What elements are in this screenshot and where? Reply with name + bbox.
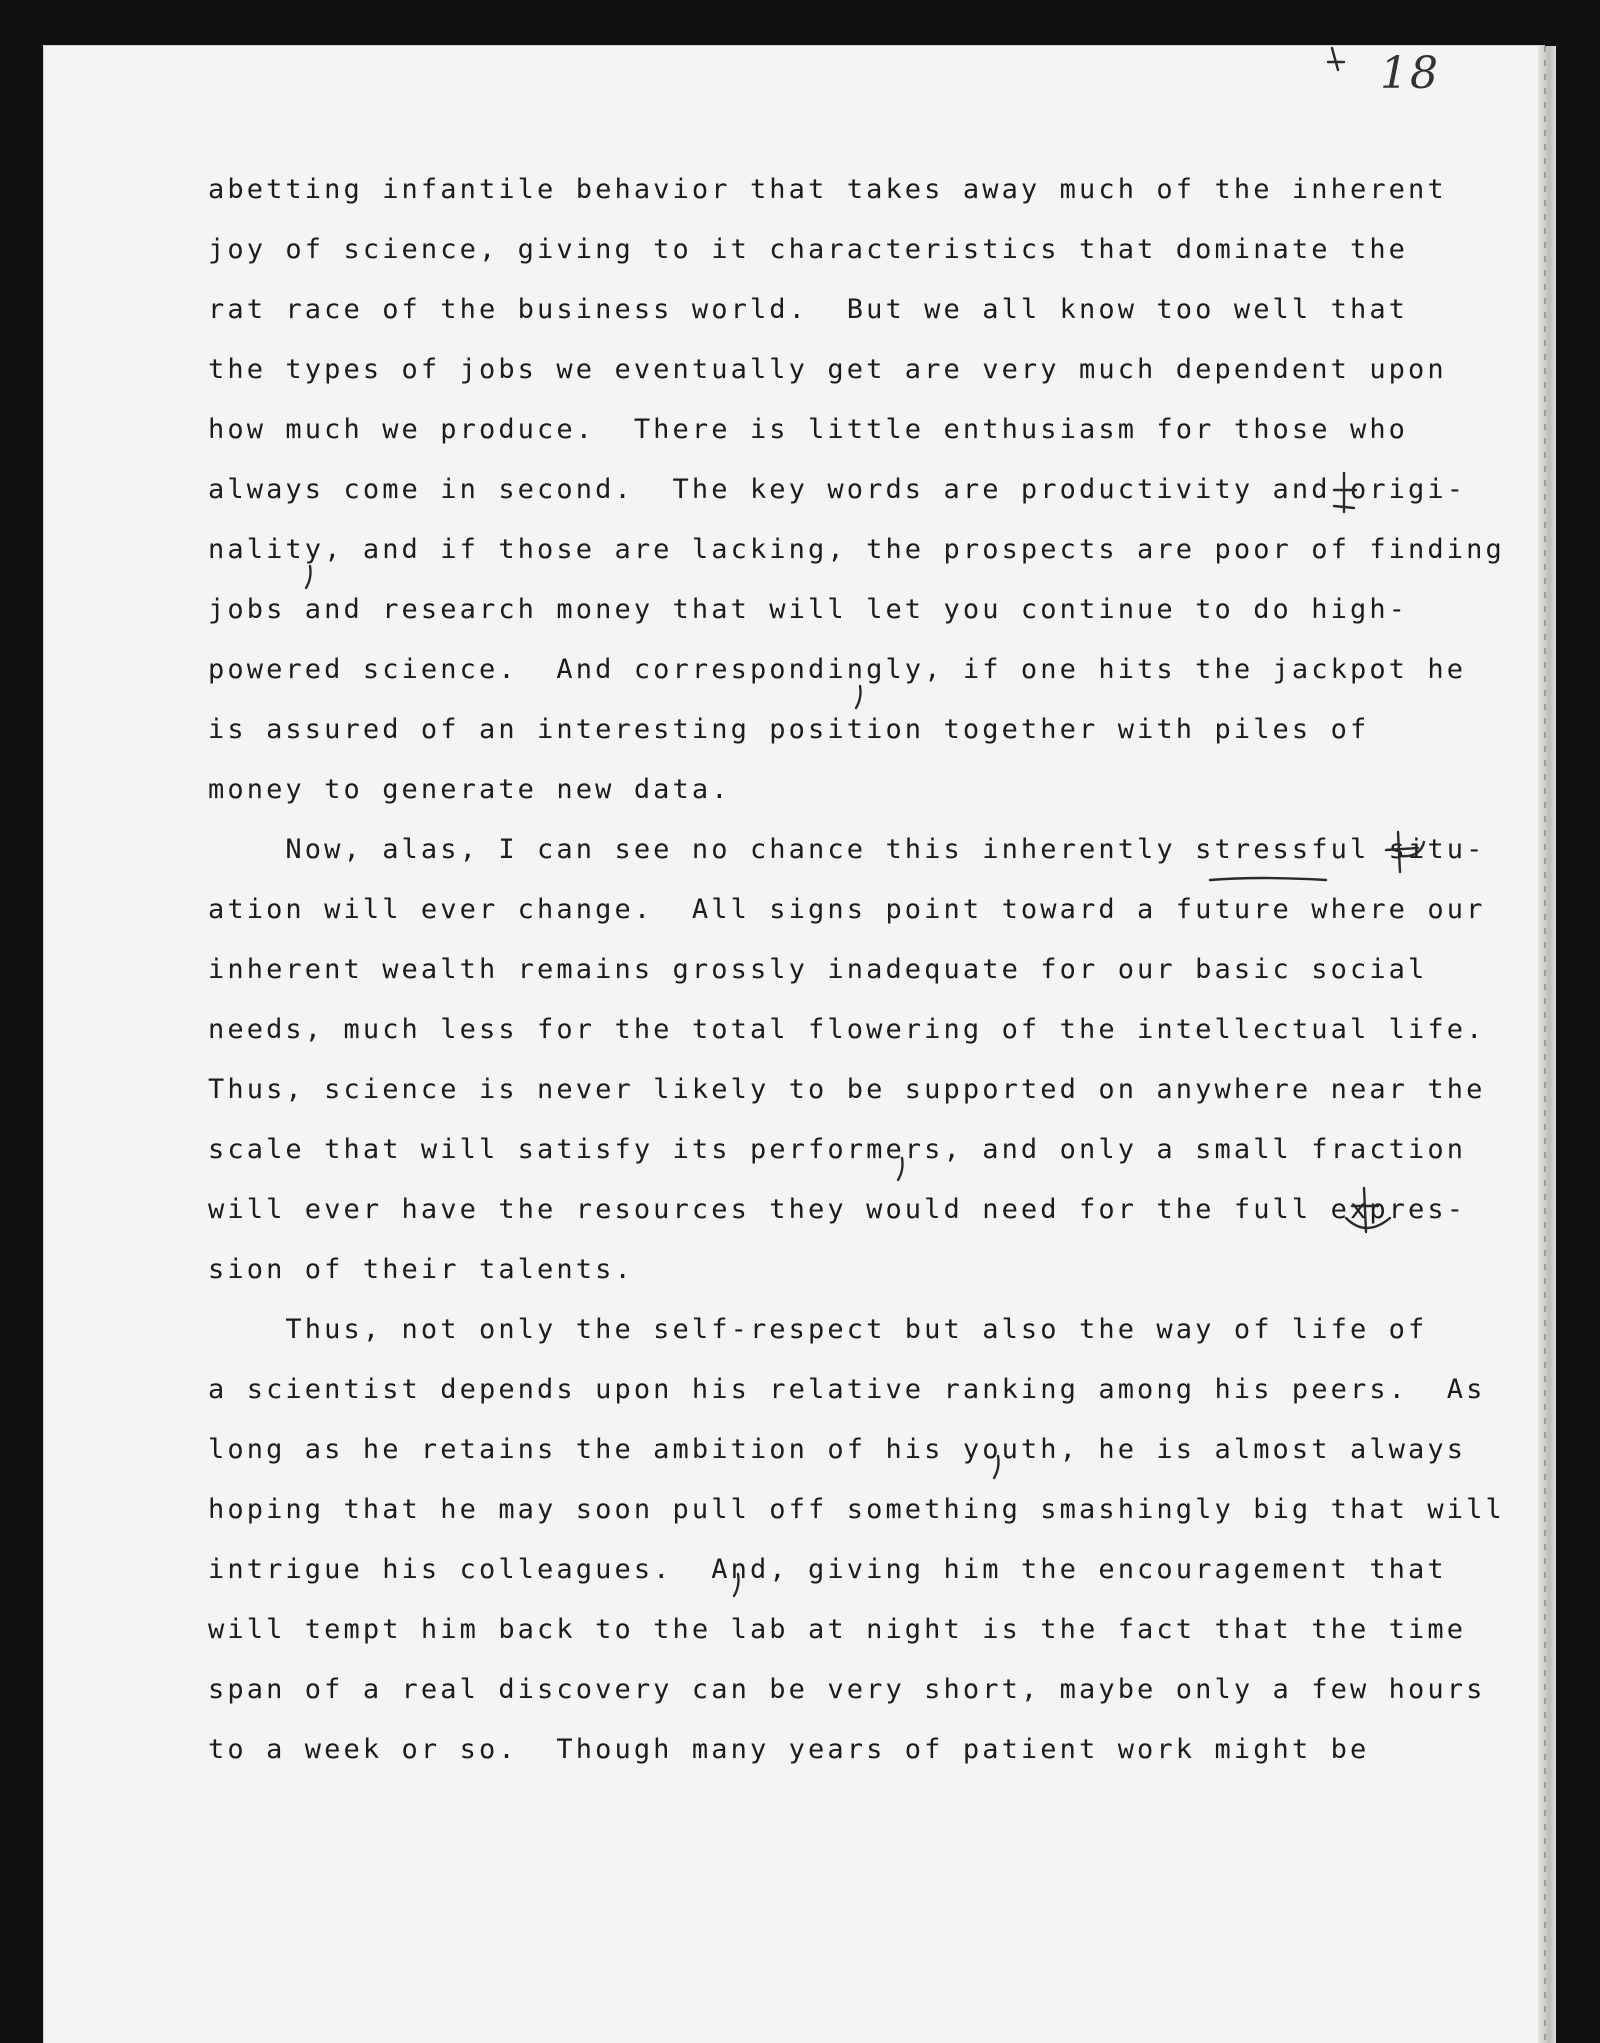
text-line: will ever have the resources they would need for the full expres- xyxy=(208,1194,1467,1225)
page-edge-binding xyxy=(1538,46,1556,2043)
text-line: inherent wealth remains grossly inadequate for our basic social xyxy=(208,954,1428,985)
text-line: joy of science, giving to it characteristics that dominate the xyxy=(208,234,1409,265)
text-line: will tempt him back to the lab at night is the fact that the time xyxy=(208,1614,1467,1645)
text-line: sion of their talents. xyxy=(208,1254,634,1285)
text-line: needs, much less for the total flowering of the intellectual life. xyxy=(208,1014,1486,1045)
text-line: to a week or so. Though many years of patient work might be xyxy=(208,1734,1370,1765)
text-line: Thus, not only the self-respect but also the way of life of xyxy=(208,1314,1428,1345)
text-line: ation will ever change. All signs point toward a future where our xyxy=(208,894,1486,925)
text-line: abetting infantile behavior that takes away much of the inherent xyxy=(208,174,1447,205)
text-line: always come in second. The key words are productivity and origi- xyxy=(208,474,1467,505)
text-line: nality, and if those are lacking, the prospects are poor of finding xyxy=(208,534,1505,565)
text-line: intrigue his colleagues. And, giving him the encouragement that xyxy=(208,1554,1447,1585)
typed-text-body xyxy=(208,160,1505,1780)
text-line: money to generate new data. xyxy=(208,774,731,805)
text-line: is assured of an interesting position together with piles of xyxy=(208,714,1370,745)
text-line: Thus, science is never likely to be supported on anywhere near the xyxy=(208,1074,1486,1105)
text-line: how much we produce. There is little enthusiasm for those who xyxy=(208,414,1409,445)
text-line: long as he retains the ambition of his youth, he is almost always xyxy=(208,1434,1467,1465)
text-line: hoping that he may soon pull off something smashingly big that will xyxy=(208,1494,1505,1525)
text-line: the types of jobs we eventually get are very much dependent upon xyxy=(208,354,1447,385)
text-line: powered science. And correspondingly, if one hits the jackpot he xyxy=(208,654,1467,685)
text-line: scale that will satisfy its performers, and only a small fraction xyxy=(208,1134,1467,1165)
page-number: 18 xyxy=(1380,48,1440,99)
text-line: a scientist depends upon his relative ranking among his peers. As xyxy=(208,1374,1486,1405)
text-line: Now, alas, I can see no chance this inherently stressful situ- xyxy=(208,834,1486,865)
text-line: rat race of the business world. But we all know too well that xyxy=(208,294,1409,325)
text-line: jobs and research money that will let you continue to do high- xyxy=(208,594,1409,625)
text-line: span of a real discovery can be very short, maybe only a few hours xyxy=(208,1674,1486,1705)
